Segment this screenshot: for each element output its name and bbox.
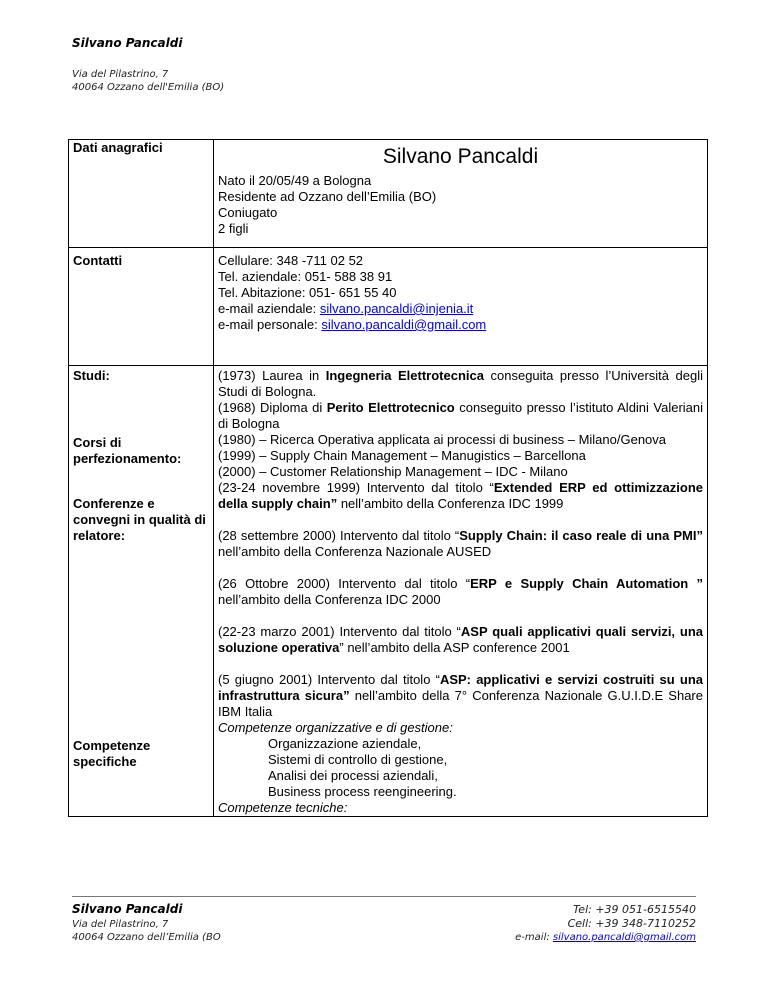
label-anagrafici: Dati anagrafici (69, 140, 214, 248)
competenza-org-2: Sistemi di controllo di gestione, (268, 752, 448, 767)
cv-title: Silvano Pancaldi (382, 145, 539, 168)
header-name: Silvano Pancaldi (72, 36, 183, 50)
competenze-tech-heading: Competenze tecniche: (218, 800, 348, 815)
header-address-line1: Via del Pilastrino, 7 (72, 69, 169, 80)
contatti-cellulare: Cellulare: 348 -711 02 52 (218, 253, 364, 268)
header-address (72, 68, 224, 94)
studi-laurea: (1973) Laurea in Ingegneria Elettrotecnica conseguita presso l’Università degli Studi di Bologna. (218, 368, 704, 399)
anagrafici-line-4: 2 figli (218, 221, 249, 236)
conferenza-5: (5 giugno 2001) Intervento dal titolo “ASP: applicativi e servizi costruiti su una infrastruttura sicura” nell’ambito della 7° Conferenza Nazionale G.U.I.D.E Share IBM Italia (218, 672, 704, 719)
footer-address-line1: Via del Pilastrino, 7 (72, 919, 169, 930)
label-competenze: Competenze specifiche (73, 738, 151, 769)
row-contatti (69, 248, 708, 366)
email-personale-link[interactable]: silvano.pancaldi@gmail.com (321, 317, 487, 332)
conferenza-1: (23-24 novembre 1999) Intervento dal titolo “Extended ERP ed ottimizzazione della supply chain” nell’ambito della Conferenza IDC 1999 (218, 480, 703, 511)
footer-contacts (515, 903, 696, 945)
footer-address (72, 918, 221, 944)
label-studi: Studi: Corsi di perfezionamento: Conferenze e convegni in qualità di relatore: Competenze specifiche (69, 366, 214, 817)
cv-table (68, 139, 708, 817)
conferenza-2: (28 settembre 2000) Intervento dal titolo “Supply Chain: il caso reale di una PMI” nell’ambito della Conferenza Nazionale AUSED (218, 528, 703, 559)
corso-2: (1999) – Supply Chain Management – Manugistics – Barcellona (218, 448, 586, 463)
competenze-org-heading: Competenze organizzative e di gestione: (218, 720, 453, 735)
anagrafici-line-1: Nato il 20/05/49 a Bologna (218, 173, 372, 188)
footer-address-line2: 40064 Ozzano dell’Emilia (BO (72, 932, 221, 943)
contatti-tel-aziendale: Tel. aziendale: 051- 588 38 91 (218, 269, 393, 284)
footer-divider (72, 896, 696, 897)
footer-email: e-mail: silvano.pancaldi@gmail.com (515, 932, 696, 943)
row-studi (69, 366, 708, 817)
email-aziendale-link[interactable]: silvano.pancaldi@injenia.it (319, 301, 474, 316)
footer-email-link[interactable]: silvano.pancaldi@gmail.com (552, 932, 696, 943)
contatti-email-aziendale: e-mail aziendale: silvano.pancaldi@injenia.it (218, 301, 474, 316)
conferenza-4: (22-23 marzo 2001) Intervento dal titolo “ASP quali applicativi quali servizi, una soluzione operativa” nell’ambito della ASP conference 2001 (218, 624, 703, 655)
competenza-org-4: Business process reengineering. (268, 784, 457, 799)
competenza-org-1: Organizzazione aziendale, (268, 736, 422, 751)
corso-3: (2000) – Customer Relationship Management – IDC - Milano (218, 464, 568, 479)
anagrafici-line-3: Coniugato (218, 205, 278, 220)
contatti-tel-abitazione: Tel. Abitazione: 051- 651 55 40 (218, 285, 397, 300)
label-corsi: Corsi di perfezionamento: (73, 435, 182, 466)
studi-diploma: (1968) Diploma di Perito Elettrotecnico conseguito presso l’istituto Aldini Valeriani di Bologna (218, 400, 704, 431)
header-address-line2: 40064 Ozzano dell'Emilia (BO) (72, 82, 225, 93)
label-conferenze: Conferenze e convegni in qualità di relatore: (73, 496, 206, 543)
corso-1: (1980) – Ricerca Operativa applicata ai processi di business – Milano/Genova (218, 432, 667, 447)
row-anagrafici (69, 140, 708, 248)
footer-name: Silvano Pancaldi (72, 902, 183, 916)
contatti-email-personale: e-mail personale: silvano.pancaldi@gmail.com (218, 317, 487, 332)
anagrafici-line-2: Residente ad Ozzano dell’Emilia (BO) (218, 189, 437, 204)
conferenza-3: (26 Ottobre 2000) Intervento dal titolo “ERP e Supply Chain Automation ” nell’ambito della Conferenza IDC 2000 (218, 576, 704, 607)
competenza-org-3: Analisi dei processi aziendali, (268, 768, 438, 783)
footer-cell: Cell: +39 348-7110252 (567, 917, 696, 930)
footer-tel: Tel: +39 051-6515540 (572, 903, 696, 916)
label-contatti: Contatti (69, 248, 214, 366)
